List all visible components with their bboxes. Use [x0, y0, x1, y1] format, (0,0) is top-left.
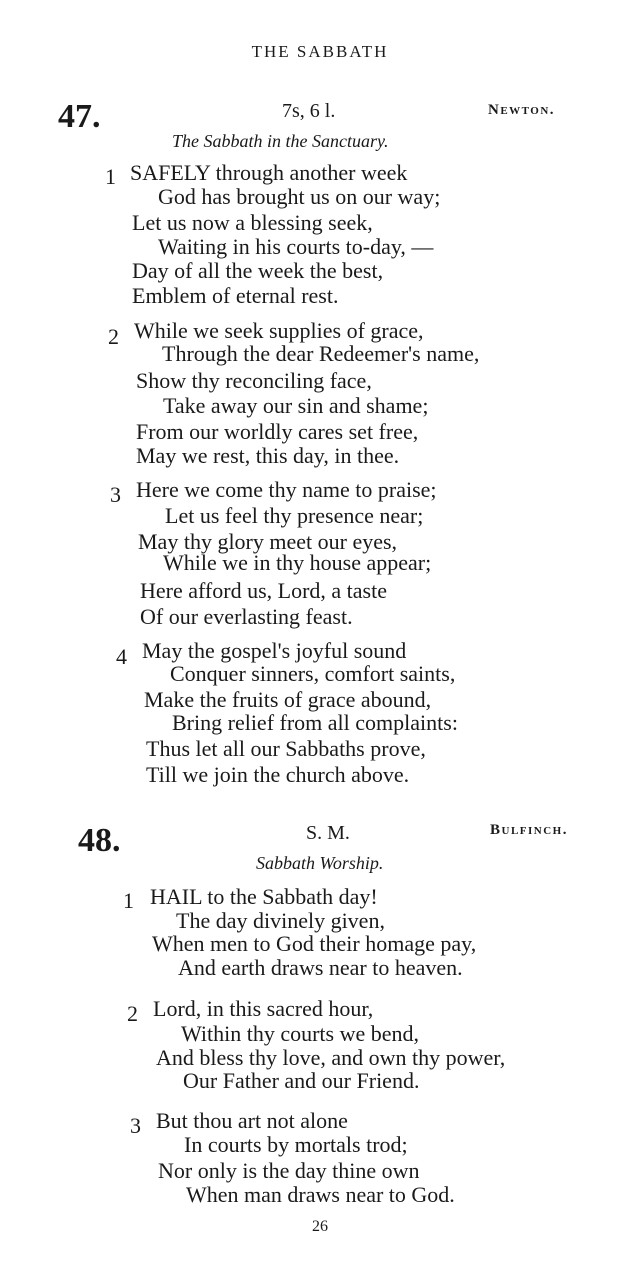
verse-line: Nor only is the day thine own [158, 1158, 420, 1183]
verse-line: Through the dear Redeemer's name, [162, 341, 480, 366]
verse-line: Of our everlasting feast. [140, 604, 353, 629]
verse-line: Show thy reconciling face, [136, 368, 372, 393]
hymn-meter: 7s, 6 l. [282, 100, 336, 122]
verse-line: But thou art not alone [156, 1108, 348, 1133]
hymn-meter: S. M. [306, 822, 350, 844]
verse-line: Bring relief from all complaints: [172, 710, 458, 735]
stanza-number: 4 [116, 644, 127, 669]
verse-line: While we seek supplies of grace, [134, 318, 424, 343]
verse-line: Conquer sinners, comfort saints, [170, 661, 456, 686]
verse-line: While we in thy house appear; [163, 550, 432, 575]
verse-line: Here we come thy name to praise; [136, 477, 437, 502]
running-head: THE SABBATH [251, 42, 389, 61]
stanza-number: 2 [127, 1001, 138, 1026]
verse-line: From our worldly cares set free, [136, 419, 419, 444]
hymn-tune: Newton. [488, 102, 556, 118]
stanza-number: 1 [105, 164, 116, 189]
hymn-subtitle: The Sabbath in the Sanctuary. [172, 131, 389, 151]
verse-line: Lord, in this sacred hour, [153, 996, 374, 1021]
verse-line: Here afford us, Lord, a taste [140, 578, 387, 603]
verse-line: Take away our sin and shame; [163, 393, 429, 418]
verse-line: In courts by mortals trod; [184, 1132, 408, 1157]
hymn-number: 47. [58, 98, 101, 135]
verse-line: Our Father and our Friend. [183, 1068, 420, 1093]
verse-line: Thus let all our Sabbaths prove, [146, 736, 426, 761]
stanza-number: 3 [130, 1113, 141, 1138]
hymn-subtitle: Sabbath Worship. [256, 853, 384, 873]
verse-line: Let us now a blessing seek, [132, 210, 373, 235]
verse-line: God has brought us on our way; [158, 184, 441, 209]
verse-line: May we rest, this day, in thee. [136, 443, 400, 468]
stanza-number: 3 [110, 482, 121, 507]
stanza-number: 1 [123, 888, 134, 913]
verse-line: Make the fruits of grace abound, [144, 687, 432, 712]
verse-line: And bless thy love, and own thy power, [156, 1045, 506, 1070]
verse-line: Within thy courts we bend, [181, 1021, 420, 1046]
verse-line: When man draws near to God. [186, 1182, 455, 1207]
verse-line: SAFELY through another week [130, 160, 408, 185]
stanza-number: 2 [108, 324, 119, 349]
verse-line: Day of all the week the best, [132, 258, 384, 283]
verse-line: Till we join the church above. [146, 762, 410, 787]
verse-line: The day divinely given, [176, 908, 385, 933]
verse-line: May the gospel's joyful sound [142, 638, 407, 663]
verse-line: HAIL to the Sabbath day! [150, 884, 378, 909]
page-number: 26 [312, 1218, 328, 1235]
verse-line: And earth draws near to heaven. [178, 955, 463, 980]
verse-line: When men to God their homage pay, [152, 931, 477, 956]
hymn-tune: Bulfinch. [490, 822, 568, 838]
verse-line: Waiting in his courts to-day, — [158, 234, 434, 259]
verse-line: May thy glory meet our eyes, [138, 529, 398, 554]
verse-line: Let us feel thy presence near; [165, 503, 424, 528]
hymn-number: 48. [78, 822, 121, 859]
verse-line: Emblem of eternal rest. [132, 283, 339, 308]
